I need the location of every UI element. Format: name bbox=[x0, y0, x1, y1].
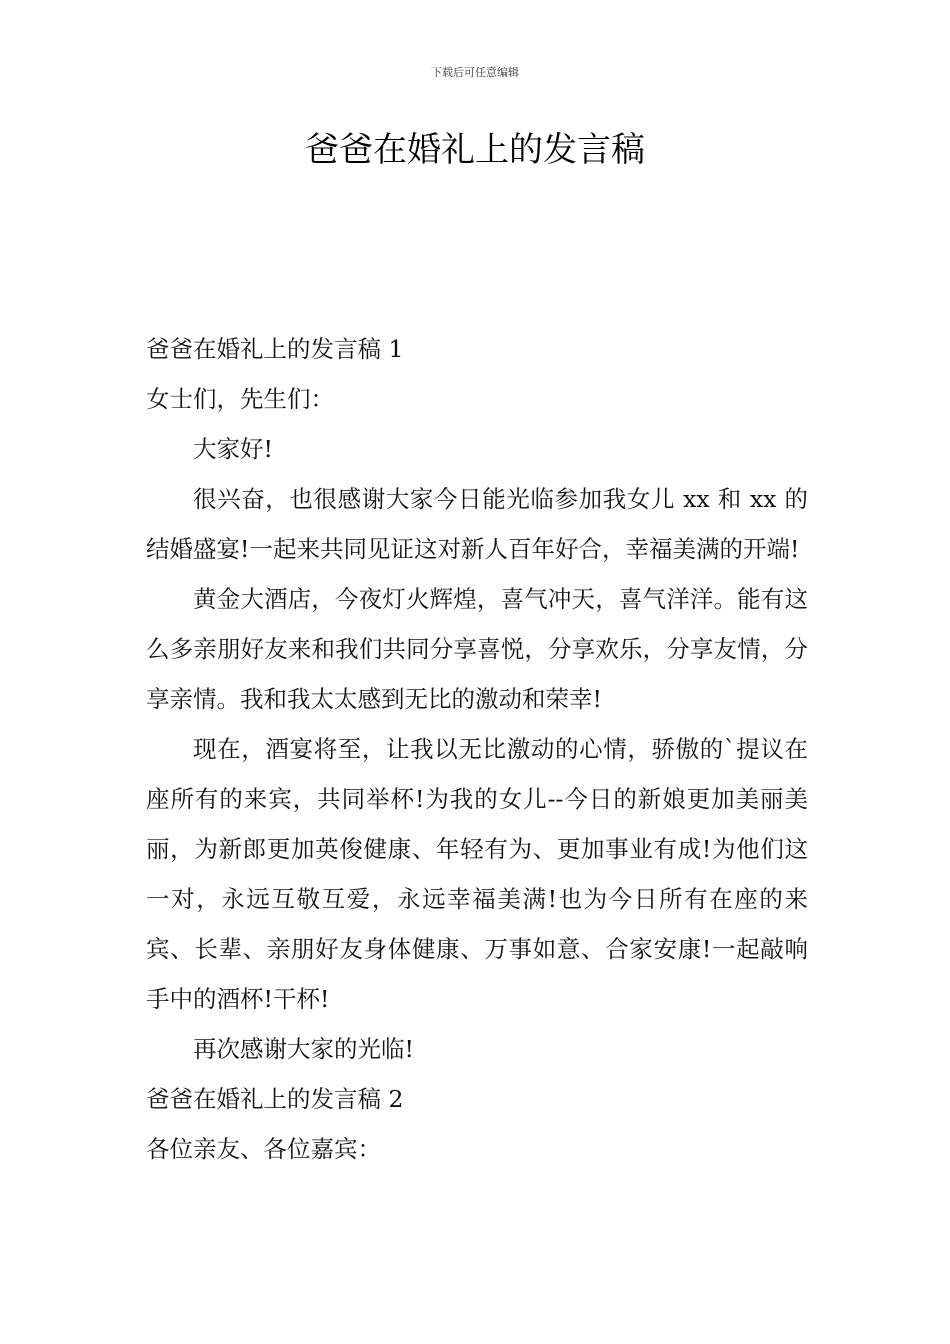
paragraph: 现在，酒宴将至，让我以无比激动的心情，骄傲的`提议在座所有的来宾，共同举杯!为我的女儿--今日的新娘更加美丽美丽，为新郎更加英俊健康、年轻有为、更加事业有成!为他们这一对，永远互敬互爱，永远幸福美满!也为今日所有在座的来宾、长辈、亲朋好友身体健康、万事如意、合家安康!一起敲响手中的酒杯!干杯! bbox=[146, 735, 808, 1013]
salutation: 各位亲友、各位嘉宾： bbox=[146, 1135, 381, 1163]
salutation: 女士们，先生们： bbox=[146, 385, 334, 413]
paragraph: 再次感谢大家的光临! bbox=[193, 1035, 414, 1063]
paragraph: 黄金大酒店，今夜灯火辉煌，喜气冲天，喜气洋洋。能有这么多亲朋好友来和我们共同分享喜悦，分享欢乐，分享友情，分享亲情。我和我太太感到无比的激动和荣幸! bbox=[146, 585, 808, 713]
section-heading: 爸爸在婚礼上的发言稿 2 bbox=[146, 1085, 404, 1113]
paragraph: 很兴奋，也很感谢大家今日能光临参加我女儿 xx 和 xx 的结婚盛宴!一起来共同见证这对新人百年好合，幸福美满的开端! bbox=[146, 485, 808, 563]
paragraph: 大家好! bbox=[193, 435, 273, 463]
section-heading: 爸爸在婚礼上的发言稿 1 bbox=[146, 335, 404, 363]
header-note: 下载后可任意编辑 bbox=[431, 66, 519, 79]
document-body bbox=[146, 324, 808, 1174]
document-title: 爸爸在婚礼上的发言稿 bbox=[305, 130, 645, 170]
